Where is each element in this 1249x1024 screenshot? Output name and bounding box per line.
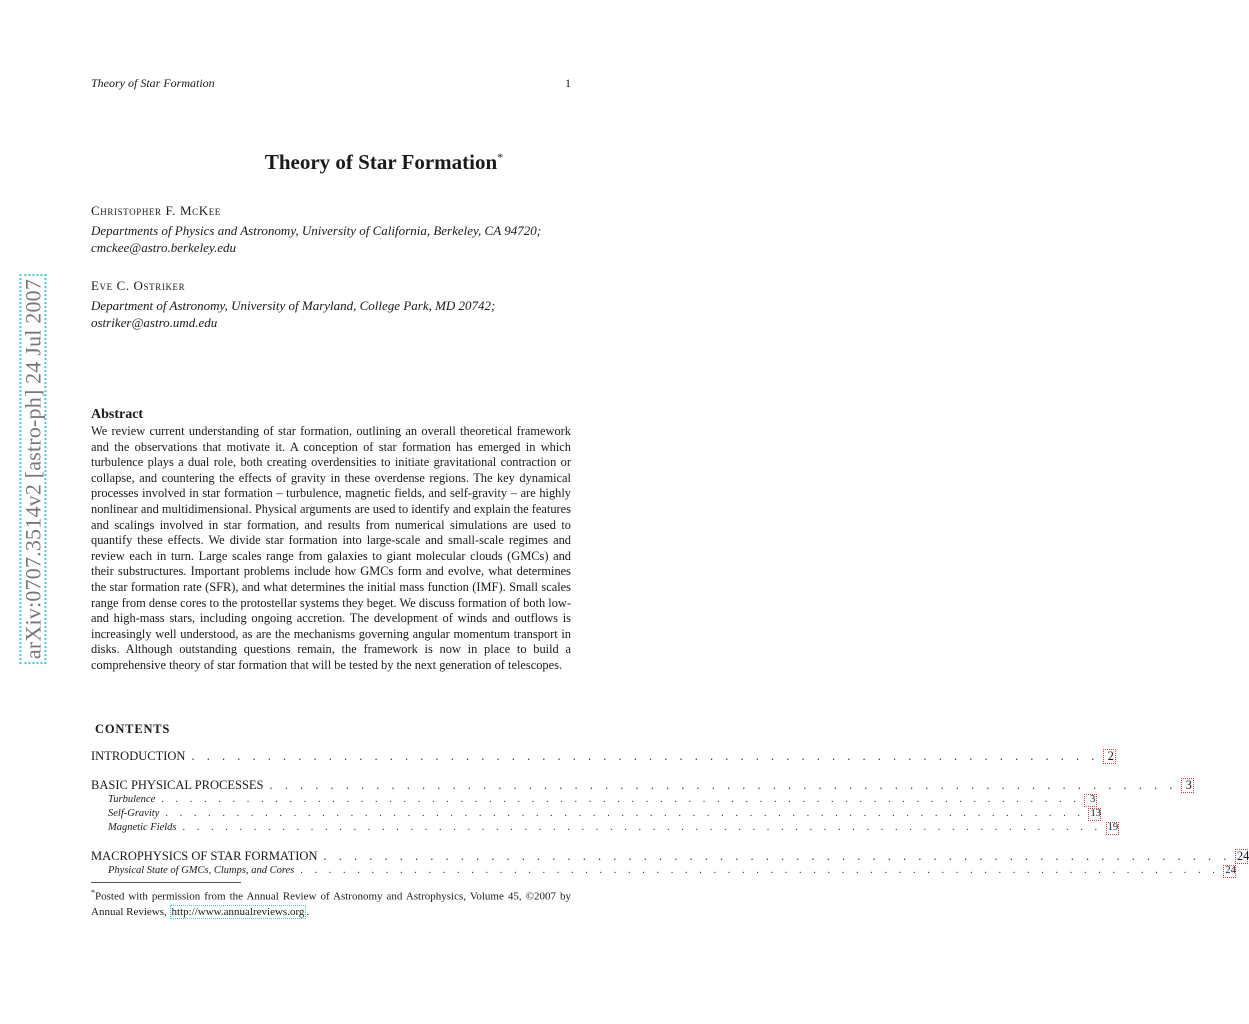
author-name: Eve C. Ostriker (91, 278, 186, 293)
footnote-rule (91, 882, 241, 883)
toc-entry-label: MACROPHYSICS OF STAR FORMATION (91, 849, 318, 863)
toc-entry-turbulence[interactable] (91, 794, 1096, 808)
toc-entry-physical-state[interactable] (91, 865, 1236, 879)
toc-entry-label: Physical State of GMCs, Clumps, and Cores (108, 865, 295, 876)
abstract-heading: Abstract (91, 407, 144, 422)
author-affiliation: Departments of Physics and Astronomy, University of California, Berkeley, CA 94720; cmckee@astro.berkeley.edu (91, 223, 542, 255)
toc-entry-label: INTRODUCTION (91, 749, 186, 763)
paper-title (0, 150, 768, 175)
footnote-text: Posted with permission from the Annual Review of Astronomy and Astrophysics, Volume 45, ©2007 by Annual Reviews, (91, 890, 571, 918)
running-head-title: Theory of Star Formation (91, 76, 215, 90)
toc-page-link[interactable]: 24 (1236, 849, 1249, 863)
toc-entry-introduction[interactable] (91, 749, 1114, 765)
abstract-section (91, 407, 571, 674)
toc-leader-dots: . . . . . . . . . . . . . . . . . . . . . . . . . . . . . . . . . . . . . . . . . . . . . . . . . . . . . . . . . . . . . . . . . (161, 794, 1081, 805)
arxiv-side-stamp[interactable] (18, 245, 48, 693)
table-of-contents (91, 722, 1249, 879)
toc-entry-label: Turbulence (108, 794, 156, 805)
toc-entry-label: Self-Gravity (108, 808, 160, 819)
toc-page-link[interactable]: 13 (1090, 808, 1101, 819)
author-name: Christopher F. McKee (91, 203, 221, 218)
title-footnote-mark: * (497, 150, 504, 164)
toc-list (91, 749, 1249, 879)
page-number: 1 (565, 76, 571, 90)
toc-entry-label: BASIC PHYSICAL PROCESSES (91, 778, 264, 792)
contents-heading: CONTENTS (95, 722, 171, 736)
toc-leader-dots: . . . . . . . . . . . . . . . . . . . . . . . . . . . . . . . . . . . . . . . . . . . . . . . . . . . . . . . . . . . . . . . . . (300, 865, 1220, 876)
toc-entry-macrophysics[interactable] (91, 849, 1249, 865)
toc-leader-dots: . . . . . . . . . . . . . . . . . . . . . . . . . . . . . . . . . . . . . . . . . . . . . . . . . . . . . . . . . . . . . . . . . (182, 822, 1102, 833)
footnote-mark: * (91, 888, 95, 897)
paper-title-text: Theory of Star Formation (264, 150, 498, 174)
author-block-2 (91, 278, 571, 331)
running-head (91, 76, 571, 92)
author-affiliation: Department of Astronomy, University of Maryland, College Park, MD 20742; ostriker@astro.umd.edu (91, 298, 496, 330)
toc-entry-basic-physical-processes[interactable] (91, 778, 1192, 794)
toc-leader-dots: . . . . . . . . . . . . . . . . . . . . . . . . . . . . . . . . . . . . . . . . . . . . . . . . . . . . . . . . . . . . (191, 749, 1099, 763)
toc-page-link[interactable]: 3 (1084, 794, 1097, 807)
toc-leader-dots: . . . . . . . . . . . . . . . . . . . . . . . . . . . . . . . . . . . . . . . . . . . . . . . . . . . . . . . . . . . . (323, 849, 1231, 863)
toc-entry-self-gravity[interactable] (91, 808, 1101, 822)
toc-entry-label: Magnetic Fields (108, 822, 177, 833)
toc-entry-magnetic-fields[interactable] (91, 822, 1119, 836)
toc-leader-dots: . . . . . . . . . . . . . . . . . . . . . . . . . . . . . . . . . . . . . . . . . . . . . . . . . . . . . . . . . . . . (269, 778, 1177, 792)
abstract-body: We review current understanding of star formation, outlining an overall theoretical framework and the observations that motivate it. A conception of star formation has emerged in which turbulence plays a dual role, both creating overdensities to initiate gravitational contraction or collapse, and countering the effects of gravity in these overdense regions. The key dynamical processes involved in star formation – turbulence, magnetic fields, and self-gravity – are highly nonlinear and multidimensional. Physical arguments are used to identify and explain the features and scalings involved in star formation, and results from numerical simulations are used to quantify these effects. We divide star formation into large-scale and small-scale regimes and review each in turn. Large scales range from galaxies to giant molecular clouds (GMCs) and their substructures. Important problems include how GMCs form and evolve, what determines the star formation rate (SFR), and what determines the initial mass function (IMF). Small scales range from dense cores to the protostellar systems they beget. We discuss formation of both low- and high-mass stars, including ongoing accretion. The development of winds and outflows is increasingly well understood, as are the mechanisms governing angular momentum transport in disks. Although outstanding questions remain, the framework is now in place to build a comprehensive theory of star formation that will be tested by the next generation of telescopes. (91, 424, 571, 672)
toc-leader-dots: . . . . . . . . . . . . . . . . . . . . . . . . . . . . . . . . . . . . . . . . . . . . . . . . . . . . . . . . . . . . . . . . . (165, 808, 1085, 819)
toc-page-link[interactable]: 3 (1181, 778, 1194, 793)
author-block-1 (91, 203, 571, 256)
toc-page-link[interactable]: 19 (1107, 822, 1119, 833)
toc-page-link[interactable]: 2 (1103, 749, 1116, 764)
arxiv-identifier-link[interactable]: arXiv:0707.3514v2 [astro-ph] 24 Jul 2007 (19, 274, 46, 664)
footnote (91, 885, 571, 920)
toc-page-link[interactable]: 24 (1225, 865, 1236, 876)
footnote-end: . (306, 905, 310, 918)
annual-reviews-url-link[interactable]: http://www.annualreviews.org (171, 905, 305, 918)
